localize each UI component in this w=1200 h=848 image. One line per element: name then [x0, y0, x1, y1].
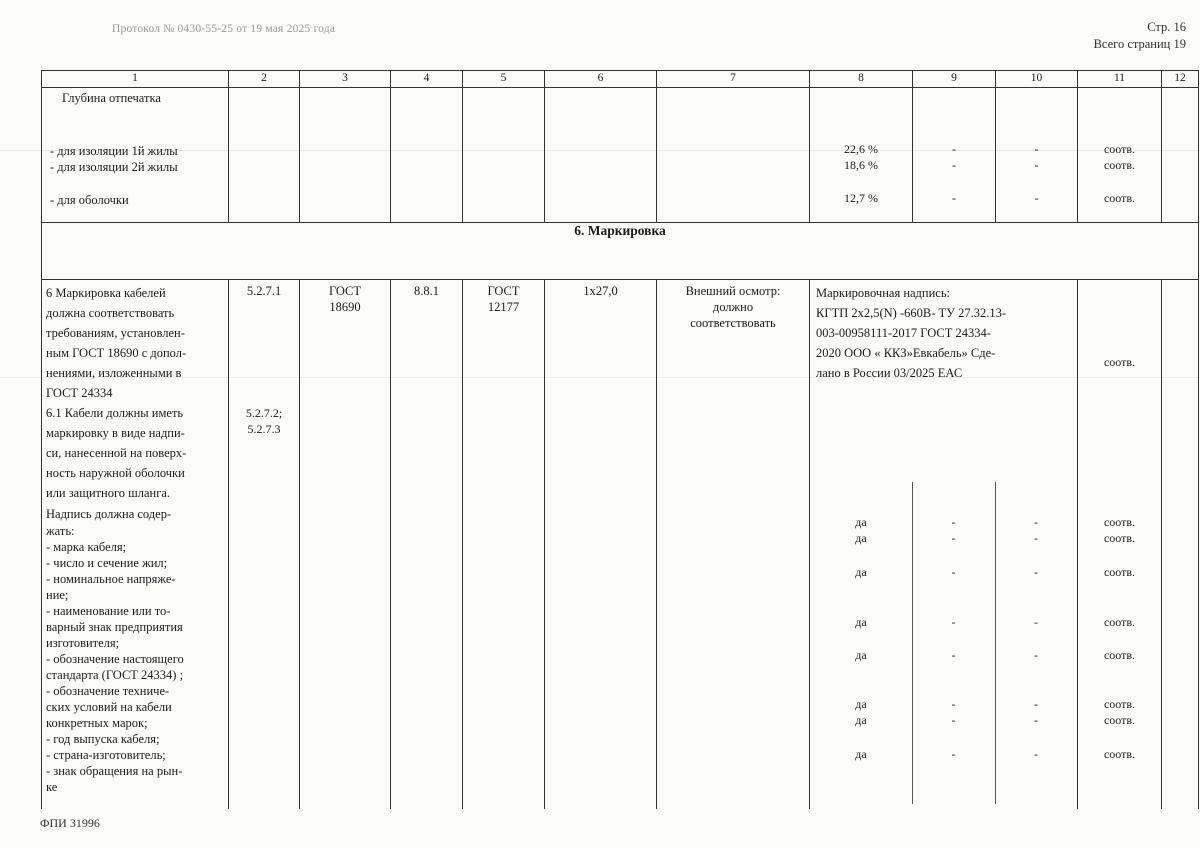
dash: - — [951, 531, 956, 545]
method-line: Внешний осмотр: — [685, 284, 781, 298]
inner-divider — [912, 482, 913, 804]
item-value: да — [855, 565, 867, 579]
depth-results — [1078, 88, 1162, 223]
dash: - — [1034, 565, 1038, 579]
clause: 5.2.7.1 — [246, 284, 282, 298]
req-line: - число и сечение жил; — [46, 556, 168, 570]
depth-value: 12,7 % — [844, 191, 878, 205]
req-line: ность наружной оболочки — [46, 466, 185, 480]
dash: - — [1034, 515, 1038, 529]
dash: - — [952, 142, 956, 156]
gost-line: 18690 — [329, 300, 361, 314]
gost-standard — [300, 280, 391, 810]
req-line: ным ГОСТ 18690 с допол- — [46, 346, 187, 360]
result: соотв. — [1103, 515, 1136, 529]
col-number: 5 — [463, 71, 545, 88]
depth-labels — [42, 88, 229, 223]
inscription-line: Маркировочная надпись: — [816, 286, 951, 300]
dash: - — [1034, 713, 1038, 727]
dash: - — [951, 747, 956, 761]
result: соотв. — [1103, 355, 1136, 369]
req-line: 6 Маркировка кабелей — [46, 286, 166, 300]
col-number: 2 — [229, 71, 300, 88]
item-value: да — [855, 531, 867, 545]
dash: - — [1034, 158, 1039, 172]
result: соотв. — [1103, 747, 1136, 761]
gost-line: ГОСТ — [487, 284, 520, 298]
result: соотв. — [1103, 531, 1136, 545]
sample-size: 1х27,0 — [545, 280, 657, 810]
results-cell — [1078, 280, 1162, 810]
item-value: да — [855, 697, 867, 711]
dash: - — [1034, 648, 1038, 662]
col-number: 11 — [1078, 71, 1162, 88]
depth-label: - для изоляции 2й жилы — [50, 160, 178, 174]
item-value: да — [855, 713, 867, 727]
method-description — [657, 280, 810, 810]
depth-row — [42, 88, 1199, 223]
req-line: - наименование или то- — [46, 604, 171, 618]
column-numbers-row — [42, 71, 1199, 88]
depth-value: 18,6 % — [844, 158, 878, 172]
depth-label: - для оболочки — [50, 193, 129, 207]
col-number: 1 — [42, 71, 229, 88]
item-value: да — [855, 747, 867, 761]
result: соотв. — [1103, 565, 1136, 579]
requirement-text — [42, 280, 229, 810]
gost-line: 12177 — [487, 300, 520, 314]
col-number: 7 — [657, 71, 810, 88]
result: соотв. — [1103, 713, 1136, 727]
req-line: маркировку в виде надпи- — [46, 426, 185, 440]
req-line: требованиям, установлен- — [46, 326, 185, 340]
dash: - — [951, 697, 956, 711]
req-line: - марка кабеля; — [46, 540, 127, 554]
req-line: жать: — [46, 524, 75, 538]
dash: - — [1034, 697, 1038, 711]
footer-code: ФПИ 31996 — [40, 816, 100, 830]
dash: - — [1034, 191, 1039, 205]
dash: - — [1034, 747, 1038, 761]
result: соотв. — [1103, 648, 1136, 662]
col-number: 8 — [810, 71, 913, 88]
marking-row — [42, 280, 1199, 810]
clause: 5.2.7.2; — [245, 406, 283, 420]
method-line: соответствовать — [690, 316, 776, 330]
req-line: ке — [46, 780, 58, 794]
req-line: стандарта (ГОСТ 24334) ; — [46, 668, 184, 682]
result: соотв. — [1103, 142, 1136, 156]
depth-title: Глубина отпечатка — [62, 91, 161, 105]
dash: - — [951, 565, 956, 579]
req-line: - страна-изготовитель; — [46, 748, 166, 762]
col-number: 10 — [996, 71, 1078, 88]
req-line: Надпись должна содер- — [46, 507, 172, 521]
protocol-header: Протокол № 0430-55-25 от 19 мая 2025 года — [112, 23, 336, 35]
clause: 5.2.7.3 — [247, 422, 281, 436]
col-number: 4 — [391, 71, 463, 88]
item-value: да — [855, 515, 867, 529]
req-line: или защитного шланга. — [46, 486, 171, 500]
depth-col10 — [996, 88, 1078, 223]
req-line: изготовителя; — [46, 636, 120, 650]
method-clause: 8.8.1 — [391, 280, 463, 810]
inscription-line: лано в России 03/2025 ЕАС — [816, 366, 963, 380]
req-line: - обозначение техниче- — [46, 684, 170, 698]
result: соотв. — [1103, 697, 1136, 711]
inscription-cell — [810, 280, 1078, 810]
marking-inscription — [816, 283, 1006, 383]
results-table — [41, 70, 1199, 809]
req-line: 6.1 Кабели должны иметь — [46, 406, 184, 420]
inscription-line: 003-00958111-2017 ГОСТ 24334- — [816, 326, 991, 340]
item-value: да — [855, 648, 867, 662]
depth-col9 — [913, 88, 996, 223]
result: соотв. — [1103, 615, 1136, 629]
clause-cell — [229, 280, 300, 810]
dash: - — [952, 191, 956, 205]
col-number: 3 — [300, 71, 391, 88]
test-gost — [463, 280, 545, 810]
result: соотв. — [1103, 191, 1136, 205]
page-info — [1094, 19, 1186, 53]
gost-line: ГОСТ — [328, 284, 362, 298]
inner-divider — [995, 482, 996, 804]
total-pages: Всего страниц 19 — [1093, 37, 1186, 51]
method-line: должно — [712, 300, 754, 314]
col-number: 9 — [913, 71, 996, 88]
req-line: конкретных марок; — [46, 716, 148, 730]
page-number: Стр. 16 — [1147, 20, 1186, 34]
item-value: да — [855, 615, 867, 629]
dash: - — [1034, 531, 1038, 545]
depth-values — [810, 88, 913, 223]
req-line: ние; — [46, 588, 69, 602]
depth-value: 22,6 % — [844, 142, 878, 156]
col-number: 12 — [1162, 71, 1199, 88]
dash: - — [951, 615, 956, 629]
req-line: - знак обращения на рын- — [46, 764, 183, 778]
req-line: - номинальное напряже- — [46, 572, 176, 586]
dash: - — [952, 158, 956, 172]
dash: - — [951, 648, 956, 662]
dash: - — [951, 713, 956, 727]
inscription-line: КГТП 2х2,5(N) -660В- ТУ 27.32.13- — [816, 306, 1007, 320]
section-title: 6. Маркировка — [42, 223, 1199, 280]
col-number: 6 — [545, 71, 657, 88]
result: соотв. — [1103, 158, 1136, 172]
req-line: ГОСТ 24334 — [46, 386, 113, 400]
req-line: варный знак предприятия — [46, 620, 183, 634]
req-line: ских условий на кабели — [46, 700, 172, 714]
inscription-line: 2020 ООО « ККЗ»Евкабель» Сде- — [816, 346, 996, 360]
depth-label: - для изоляции 1й жилы — [50, 144, 178, 158]
dash: - — [951, 515, 956, 529]
req-line: должна соответствовать — [46, 306, 175, 320]
req-line: - обозначение настоящего — [46, 652, 184, 666]
req-line: нениями, изложенными в — [46, 366, 182, 380]
req-line: си, нанесенной на поверх- — [46, 446, 187, 460]
req-line: - год выпуска кабеля; — [46, 732, 160, 746]
dash: - — [1034, 142, 1039, 156]
section-row — [42, 223, 1199, 280]
dash: - — [1034, 615, 1038, 629]
